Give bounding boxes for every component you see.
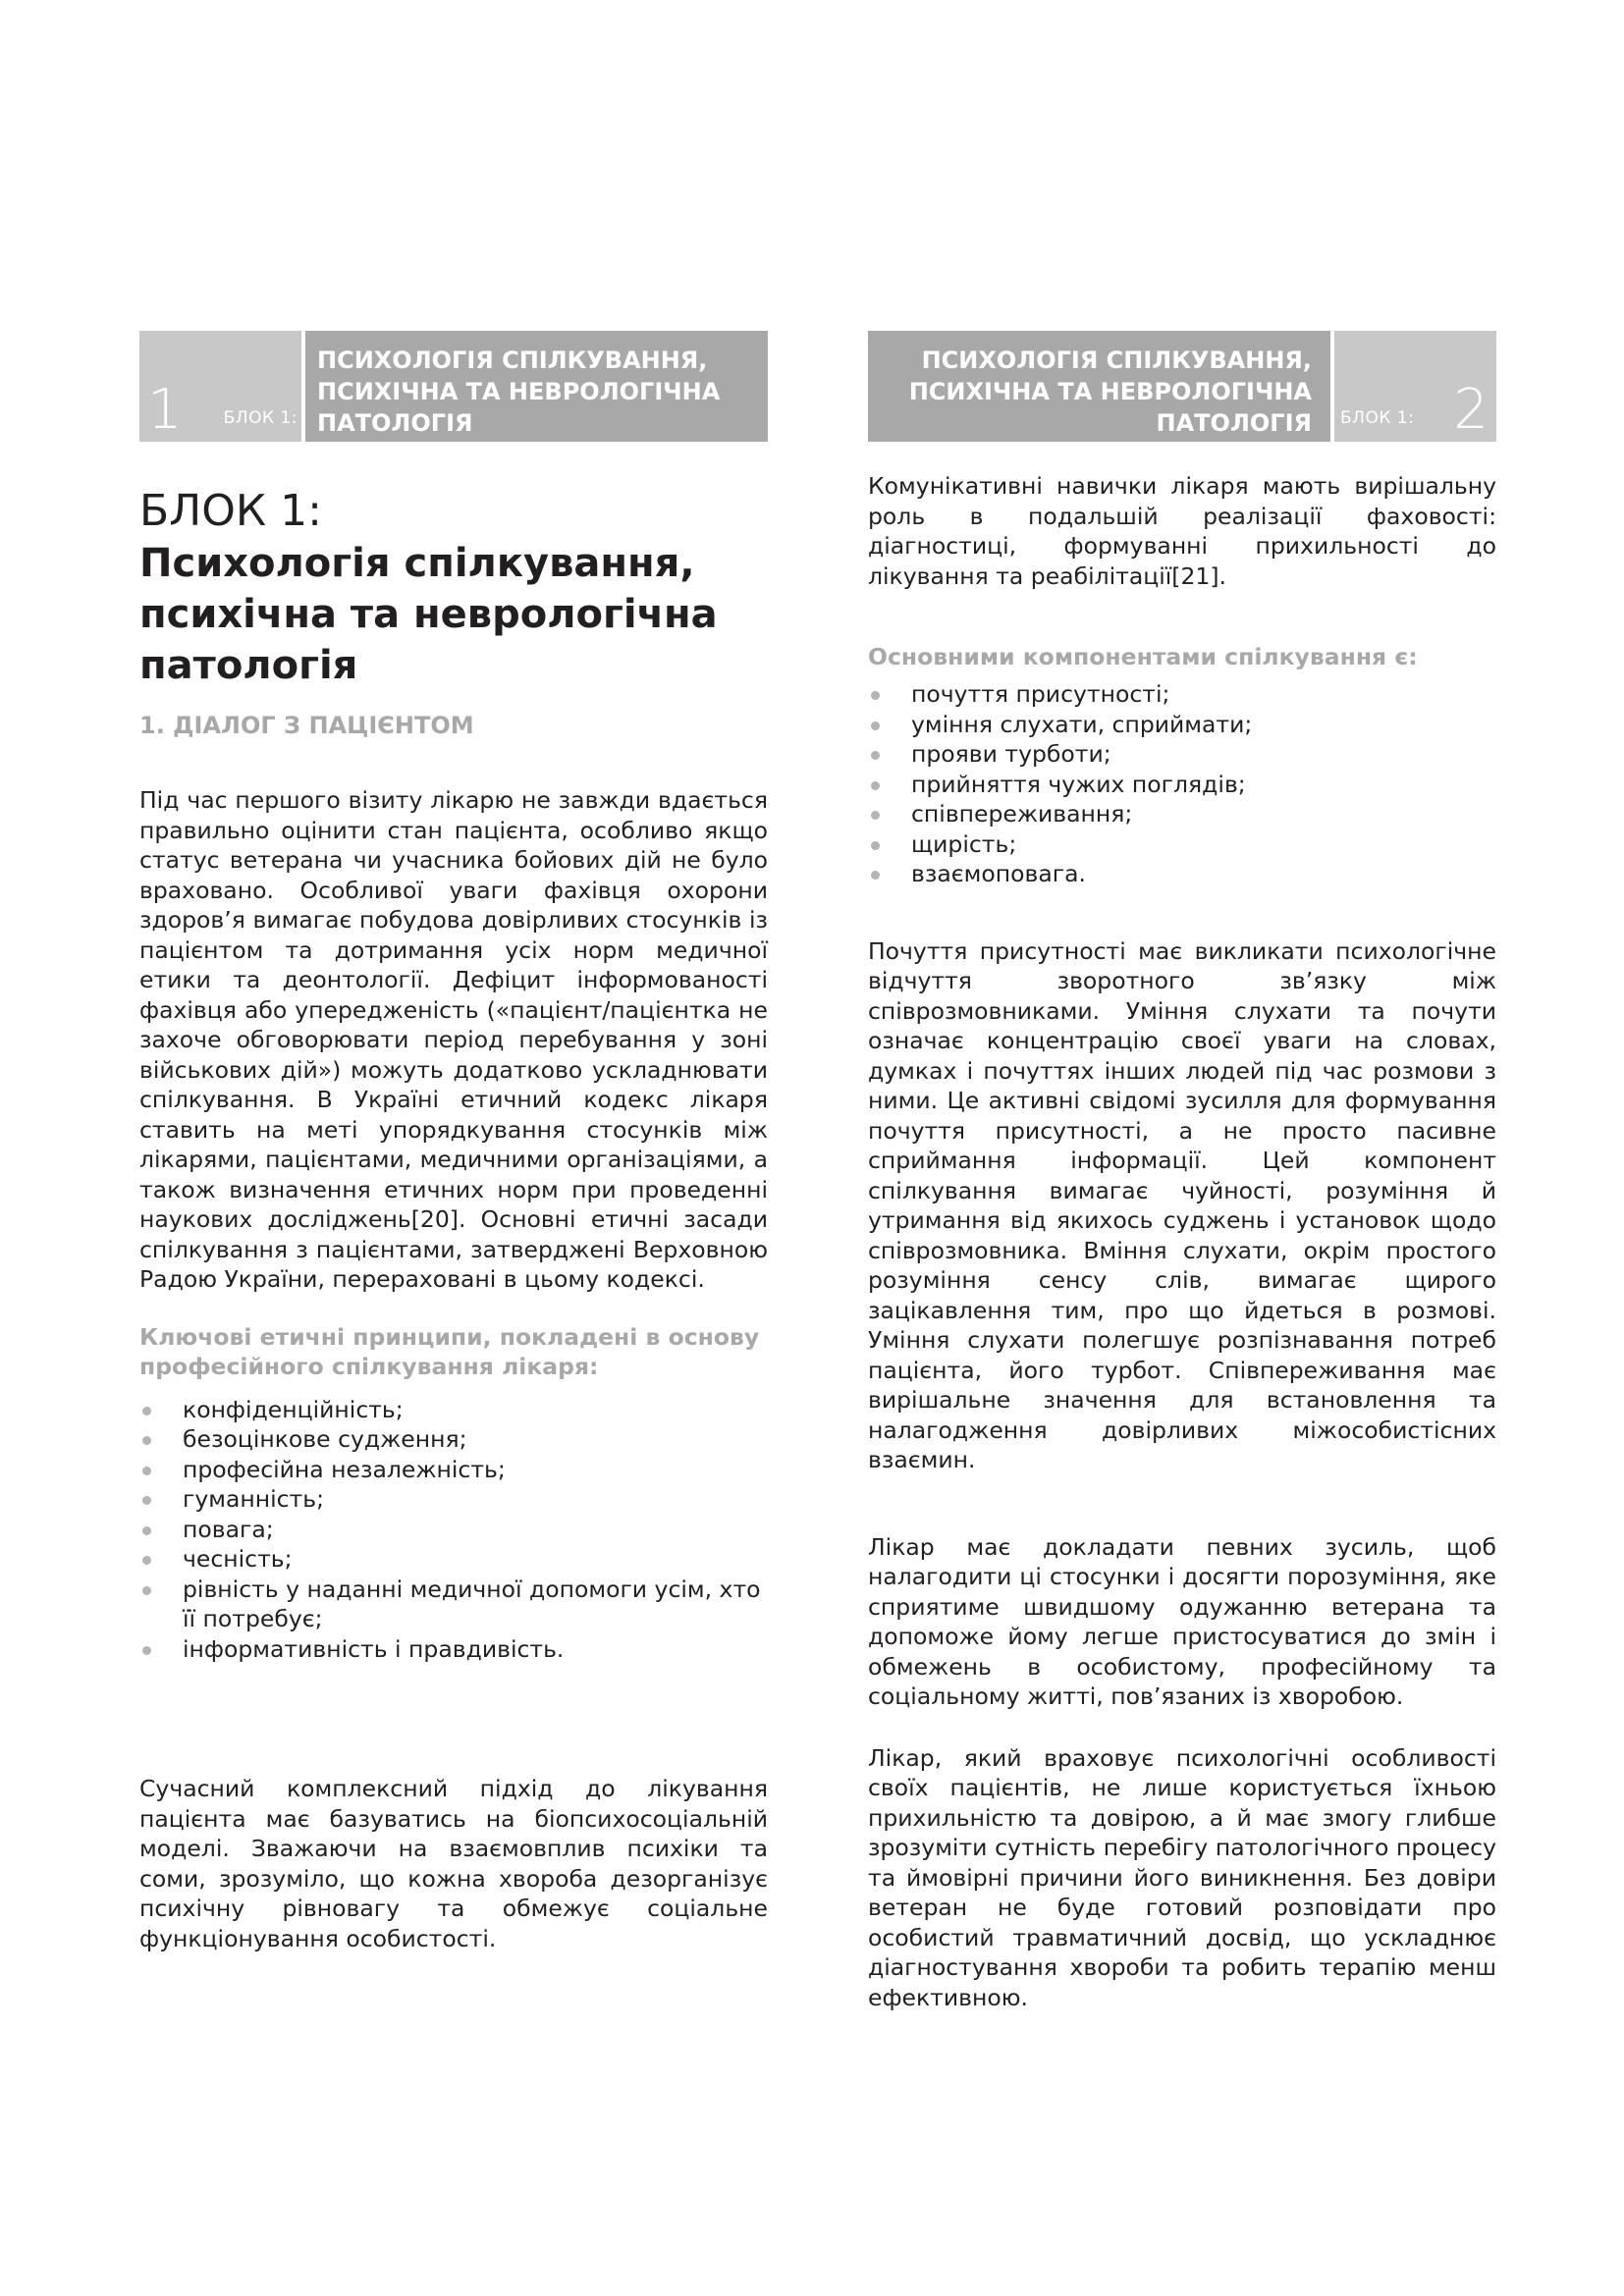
page-header: [139, 331, 768, 442]
paragraph: Почуття присутності має викликати психологічне відчуття зворотного зв’язку між співрозмовниками. Уміння слухати та почути означає концентрацію своєї уваги на словах, думках і почуттях інших людей під час розмови з ними. Це активні свідомі зусилля для формування почуття присутності, а не просто пасивне сприймання інформації. Цей компонент спілкування вимагає чуйності, розуміння й утримання від якихось суджень і установок щодо співрозмовника. Вміння слухати, окрім простого розуміння сенсу слів, вимагає щирого зацікавлення тим, про що йдеться в розмові. Уміння слухати полегшує розпізнавання потреб пацієнта, його турбот. Співпереживання має вирішальне значення для встановлення та налагодження довірливих міжособистісних взаємин.: [868, 936, 1496, 1473]
principles-list: [139, 1395, 768, 1665]
block-subtitle: Психологія спілкування, психічна та неврологічна патологія: [139, 541, 718, 688]
list-item: почуття присутності;: [868, 679, 1496, 710]
list-item: інформативність і правдивість.: [139, 1634, 768, 1665]
paragraph: Під час першого візиту лікарю не завжди вдається правильно оцінити стан пацієнта, особливо якщо статус ветерана чи учасника бойових дій не було враховано. Особливої уваги фахівця охорони здоров’я вимагає побудова довірливих стосунків із пацієнтом та дотримання усіх норм медичної етики та деонтології. Дефіцит інформованості фахівця або упередженість («пацієнт/пацієнтка не захоче обговорювати період перебування у зоні військових дій») можуть додатково ускладнювати спілкування. В Україні етичний кодекс лікаря ставить на меті упорядкування стосунків між лікарями, пацієнтами, медичними організаціями, а також визначення етичних норм при проведенні наукових досліджень[20]. Основні етичні засади спілкування з пацієнтами, затверджені Верховною Радою України, перераховані в цьому кодексі.: [139, 786, 768, 1293]
block-label: БЛОК 1:: [223, 408, 298, 428]
list-item: конфіденційність;: [139, 1395, 768, 1425]
list-item: рівність у наданні медичної допомоги усім, хто її потребує;: [139, 1575, 768, 1634]
list-item: гуманність;: [139, 1484, 768, 1515]
list-item: прийняття чужих поглядів;: [868, 770, 1496, 800]
header-title: ПСИХОЛОГІЯ СПІЛКУВАННЯ, ПСИХІЧНА ТА НЕВРОЛОГІЧНА ПАТОЛОГІЯ: [317, 347, 721, 437]
page-number: 1: [147, 378, 183, 442]
header-title-box: [868, 331, 1330, 442]
paragraph: Сучасний комплексний підхід до лікування пацієнта має базуватись на біопсихосоціальній моделі. Зважаючи на взаємовплив психіки та соми, зрозуміло, що кожна хвороба дезорганізує психічну рівновагу та обмежує соціальне функціонування особистості.: [139, 1775, 768, 1952]
page-header: [868, 331, 1496, 442]
section-heading: 1. ДІАЛОГ З ПАЦІЄНТОМ: [139, 712, 474, 739]
right-column: [868, 331, 1496, 2012]
header-title-box: [305, 331, 768, 442]
header-title: ПСИХОЛОГІЯ СПІЛКУВАННЯ, ПСИХІЧНА ТА НЕВРОЛОГІЧНА ПАТОЛОГІЯ: [908, 347, 1312, 437]
list-item: прояви турботи;: [868, 739, 1496, 770]
list-item: чесність;: [139, 1544, 768, 1575]
components-list: [868, 679, 1496, 889]
left-column: [139, 331, 768, 1953]
list-item: співпереживання;: [868, 799, 1496, 829]
components-heading: Основними компонентами спілкування є:: [868, 643, 1418, 670]
list-item: повага;: [139, 1515, 768, 1545]
block-title: БЛОК 1:: [139, 486, 322, 536]
list-item: уміння слухати, сприймати;: [868, 710, 1496, 740]
page-number: 2: [1453, 378, 1489, 442]
paragraph: Лікар має докладати певних зусиль, щоб налагодити ці стосунки і досягти порозуміння, яке сприятиме швидшому одужанню ветерана та допоможе йому легше пристосуватися до змін і обмежень в особистому, професійному та соціальному житті, пов’язаних із хворобою.: [868, 1532, 1496, 1710]
page-number-box: [139, 331, 301, 442]
page-number-box: [1334, 331, 1496, 442]
principles-heading: Ключові етичні принципи, покладені в основу професійного спілкування лікаря:: [139, 1322, 760, 1380]
list-item: професійна незалежність;: [139, 1455, 768, 1485]
block-label: БЛОК 1:: [1340, 408, 1415, 428]
list-item: щирість;: [868, 829, 1496, 860]
paragraph: Лікар, який враховує психологічні особливості своїх пацієнтів, не лише користується їхньою прихильністю та довірою, а й має змогу глибше зрозуміти сутність перебігу патологічного процесу та ймовірні причини його виникнення. Без довіри ветеран не буде готовий розповідати про особистий травматичний досвід, що ускладнює діагностування хвороби та робить терапію менш ефективною.: [868, 1743, 1496, 2011]
paragraph: Комунікативні навички лікаря мають вирішальну роль в подальшій реалізації фаховості: діагностиці, формуванні прихильності до лікування та реабілітації[21].: [868, 472, 1496, 590]
list-item: взаємоповага.: [868, 859, 1496, 889]
list-item: безоцінкове судження;: [139, 1424, 768, 1455]
